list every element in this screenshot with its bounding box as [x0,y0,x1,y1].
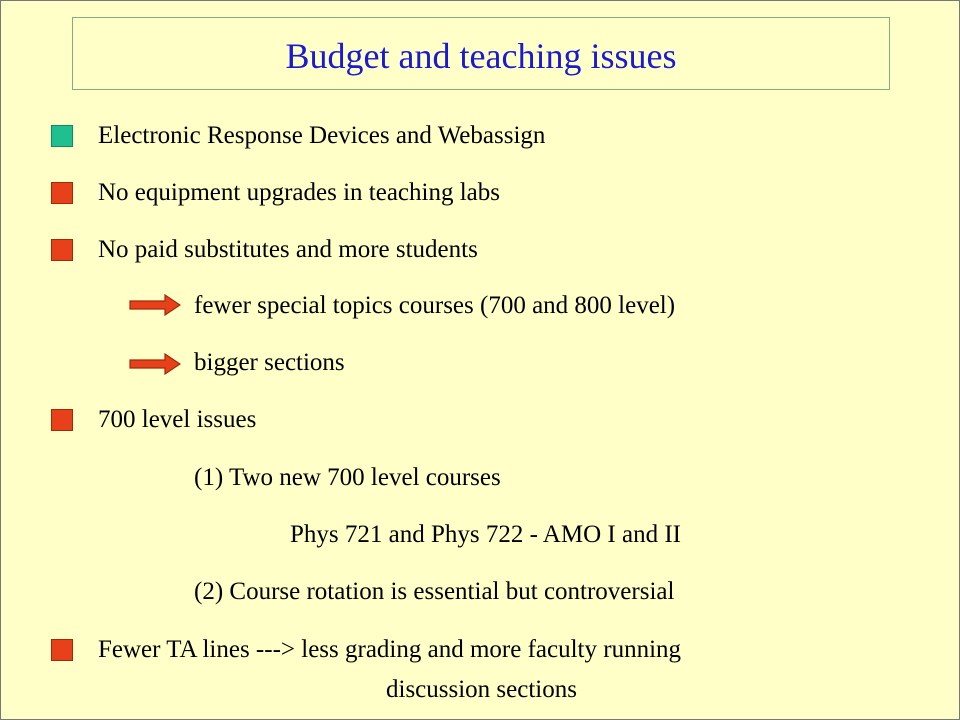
subitem-special-topics: fewer special topics courses (700 and 800 level) [194,292,676,319]
red-square-icon [51,182,73,204]
item-equipment-upgrades: No equipment upgrades in teaching labs [98,179,500,206]
teal-square-icon [51,125,73,147]
item-paid-substitutes: No paid substitutes and more students [98,236,478,263]
subitem-two-new-courses: (1) Two new 700 level courses [194,464,501,491]
item-fewer-ta-lines-continued: discussion sections [386,676,577,703]
red-square-icon [51,239,73,261]
red-square-icon [51,409,73,431]
item-700-level-issues: 700 level issues [98,406,257,433]
red-arrow-icon [129,353,181,375]
red-square-icon [51,639,73,661]
subitem-course-rotation: (2) Course rotation is essential but controversial [194,578,675,605]
title-box [72,17,890,90]
item-fewer-ta-lines: Fewer TA lines ---> less grading and more faculty running [98,636,682,663]
item-electronic-devices: Electronic Response Devices and Webassign [98,122,546,149]
slide-title: Budget and teaching issues [285,35,677,76]
subitem-phys-courses: Phys 721 and Phys 722 - AMO I and II [290,521,681,548]
subitem-bigger-sections: bigger sections [194,349,345,376]
red-arrow-icon [129,294,181,316]
